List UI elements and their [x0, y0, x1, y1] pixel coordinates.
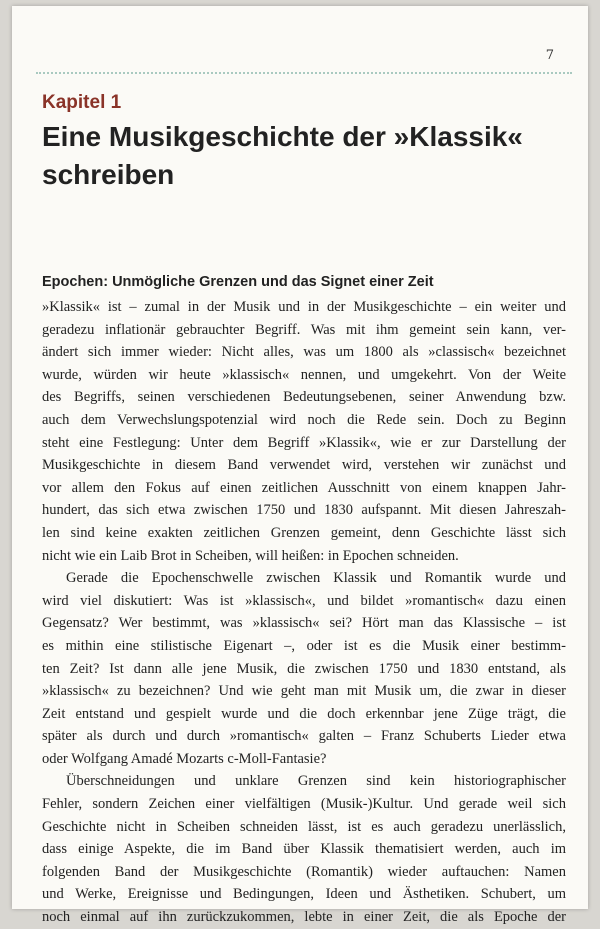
- text-line: es mithin eine stilistische Eigenart –, oder ist es die Musik einer bestimm-: [42, 637, 566, 654]
- paragraph-2: [42, 567, 566, 770]
- page-number: 7: [545, 48, 554, 63]
- text-line: steht eine Festlegung: Unter dem Begriff »Klassik«, wie er zur Darstellung der: [42, 434, 566, 451]
- text-line: folgenden Band der Musikgeschichte (Romantik) wieder auftauchen: Namen: [42, 863, 566, 880]
- text-line: Geschichte nicht in Scheiben schneiden lässt, ist es auch geradezu unerlässlich,: [42, 818, 566, 835]
- text-line: »Klassik« ist – zumal in der Musik und in der Musikgeschichte – ein weiter und: [42, 299, 566, 315]
- text-line: ändert sich immer wieder: Nicht alles, was um 1800 als »classisch« bezeichnet: [42, 344, 566, 361]
- text-line: nicht wie ein Laib Brot in Scheiben, will heißen: in Epochen schneiden.: [42, 547, 459, 564]
- text-line: Überschneidungen und unklare Grenzen sind kein historiographischer: [66, 773, 566, 790]
- text-line: Fehler, sondern Zeichen einer vielfältigen (Musik-)Kultur. Und gerade weil sich: [42, 796, 566, 813]
- chapter-label: Kapitel 1: [42, 92, 122, 113]
- text-line: geradezu inflationär gebrauchter Begriff. Was mit ihm gemeint sein kann, ver-: [42, 321, 566, 338]
- paragraph-1: [42, 296, 566, 567]
- text-line: Gerade die Epochenschwelle zwischen Klassik und Romantik wurde und: [66, 570, 566, 587]
- text-line: len sind keine exakten zeitlichen Grenzen gemeint, denn Geschichte lässt sich: [42, 524, 566, 541]
- text-line: Gegensatz? Wer bestimmt, was »klassisch« sei? Hört man das Klassische – ist: [42, 615, 566, 632]
- text-line: wurde, würden wir heute »klassisch« nennen, und umgekehrt. Von der Weite: [42, 366, 566, 383]
- text-line: vor allem den Fokus auf einen zeitlichen Ausschnitt von einem knappen Jahr-: [42, 479, 566, 496]
- text-line: ten Zeit? Ist dann alle jene Musik, die zwischen 1750 und 1830 entstand, als: [42, 660, 566, 677]
- section-heading: Epochen: Unmögliche Grenzen und das Signet einer Zeit: [42, 274, 434, 290]
- text-line: dass einige Aspekte, die im Band über Klassik thematisiert werden, auch im: [42, 841, 566, 858]
- text-line: Musikgeschichte in diesem Band verwendet wird, verstehen wir zunächst und: [42, 457, 566, 474]
- body-text: [42, 296, 566, 929]
- book-page: [12, 6, 588, 926]
- text-line: später als durch und durch »romantisch« galten – Franz Schuberts Lieder etwa: [42, 728, 566, 745]
- text-line: auch dem Verwechslungspotenzial wird noch die Rede sein. Doch zu Beginn: [42, 411, 566, 428]
- text-line: »klassisch« zu bezeichnen? Und wie geht man mit Musik um, die zwar in dieser: [42, 683, 566, 700]
- header-rule: [36, 72, 572, 74]
- text-line: noch einmal auf ihn zurückzukommen, lebte in einer Zeit, die als Epoche der: [42, 909, 566, 926]
- text-line: des Begriffs, seinen verschiedenen Bedeutungsebenen, seiner Anwendung bzw.: [42, 389, 566, 406]
- text-line: hundert, das sich etwa zwischen 1750 und 1830 aufspannt. Mit diesen Jahreszah-: [42, 502, 566, 519]
- chapter-title: Eine Musikgeschichte der »Klassik« schreiben: [42, 121, 523, 190]
- text-line: oder Wolfgang Amadé Mozarts c-Moll-Fantasie?: [42, 750, 327, 767]
- paragraph-3: [42, 770, 566, 928]
- text-line: wird viel diskutiert: Was ist »klassisch«, und bildet »romantisch« dazu einen: [42, 592, 566, 609]
- text-line: Zeit entstand und gespielt wurde und die doch erkennbar jene Züge trägt, die: [42, 705, 566, 722]
- text-line: und Werke, Ereignisse und Bedingungen, Ideen und Ästhetiken. Schubert, um: [42, 886, 566, 903]
